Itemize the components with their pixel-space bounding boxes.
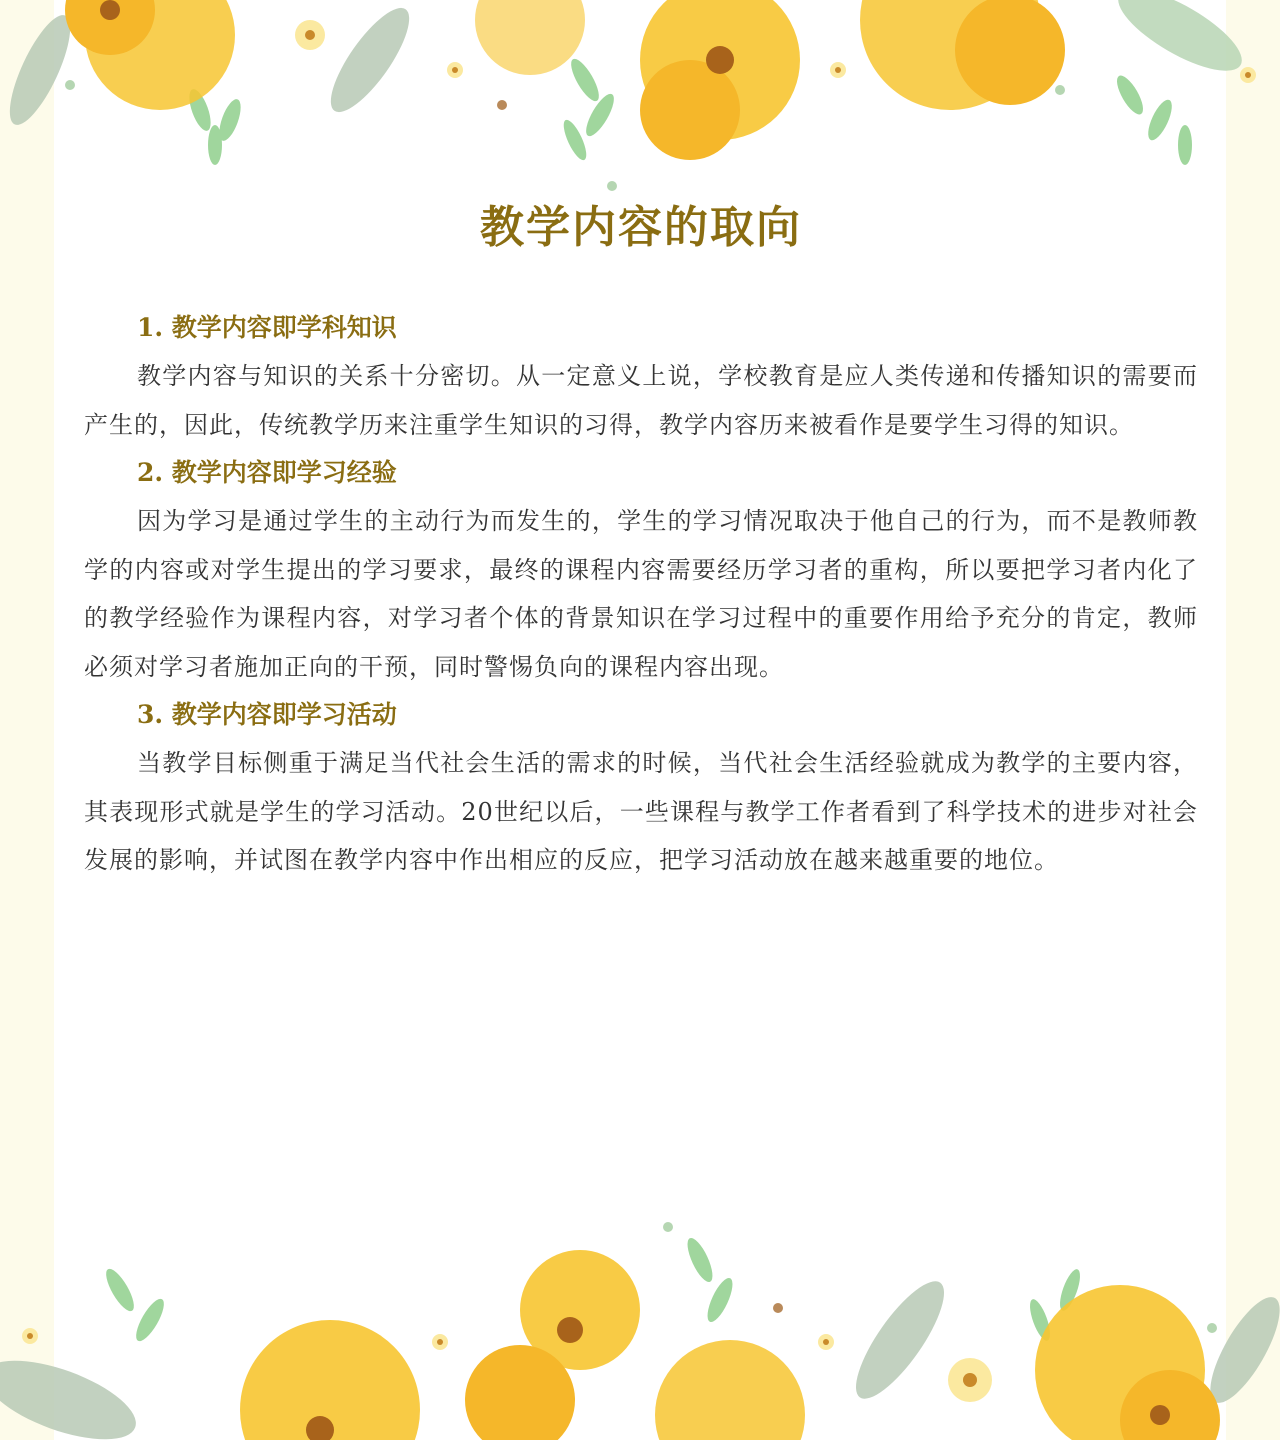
section-3	[84, 691, 1198, 885]
section-body: 教学内容与知识的关系十分密切。从一定意义上说，学校教育是应人类传递和传播知识的需要而产生的，因此，传统教学历来注重学生知识的习得，教学内容历来被看作是要学生习得的知识。	[84, 362, 1198, 439]
section-heading: 2. 教学内容即学习经验	[137, 458, 397, 487]
page-title: 教学内容的取向	[480, 202, 802, 253]
section-2	[84, 449, 1198, 691]
section-1	[84, 304, 1198, 449]
section-body: 因为学习是通过学生的主动行为而发生的，学生的学习情况取决于他自己的行为，而不是教师教学的内容或对学生提出的学习要求，最终的课程内容需要经历学习者的重构，所以要把学习者内化了的教学经验作为课程内容，对学习者个体的背景知识在学习过程中的重要作用给予充分的肯定，教师必须对学习者施加正向的干预，同时警惕负向的课程内容出现。	[84, 507, 1198, 681]
section-heading: 3. 教学内容即学习活动	[137, 700, 397, 729]
section-body: 当教学目标侧重于满足当代社会生活的需求的时候，当代社会生活经验就成为教学的主要内容，其表现形式就是学生的学习活动。20世纪以后，一些课程与教学工作者看到了科学技术的进步对社会发展的影响，并试图在教学内容中作出相应的反应，把学习活动放在越来越重要的地位。	[84, 749, 1198, 874]
article	[84, 190, 1198, 885]
section-heading: 1. 教学内容即学科知识	[137, 313, 397, 342]
